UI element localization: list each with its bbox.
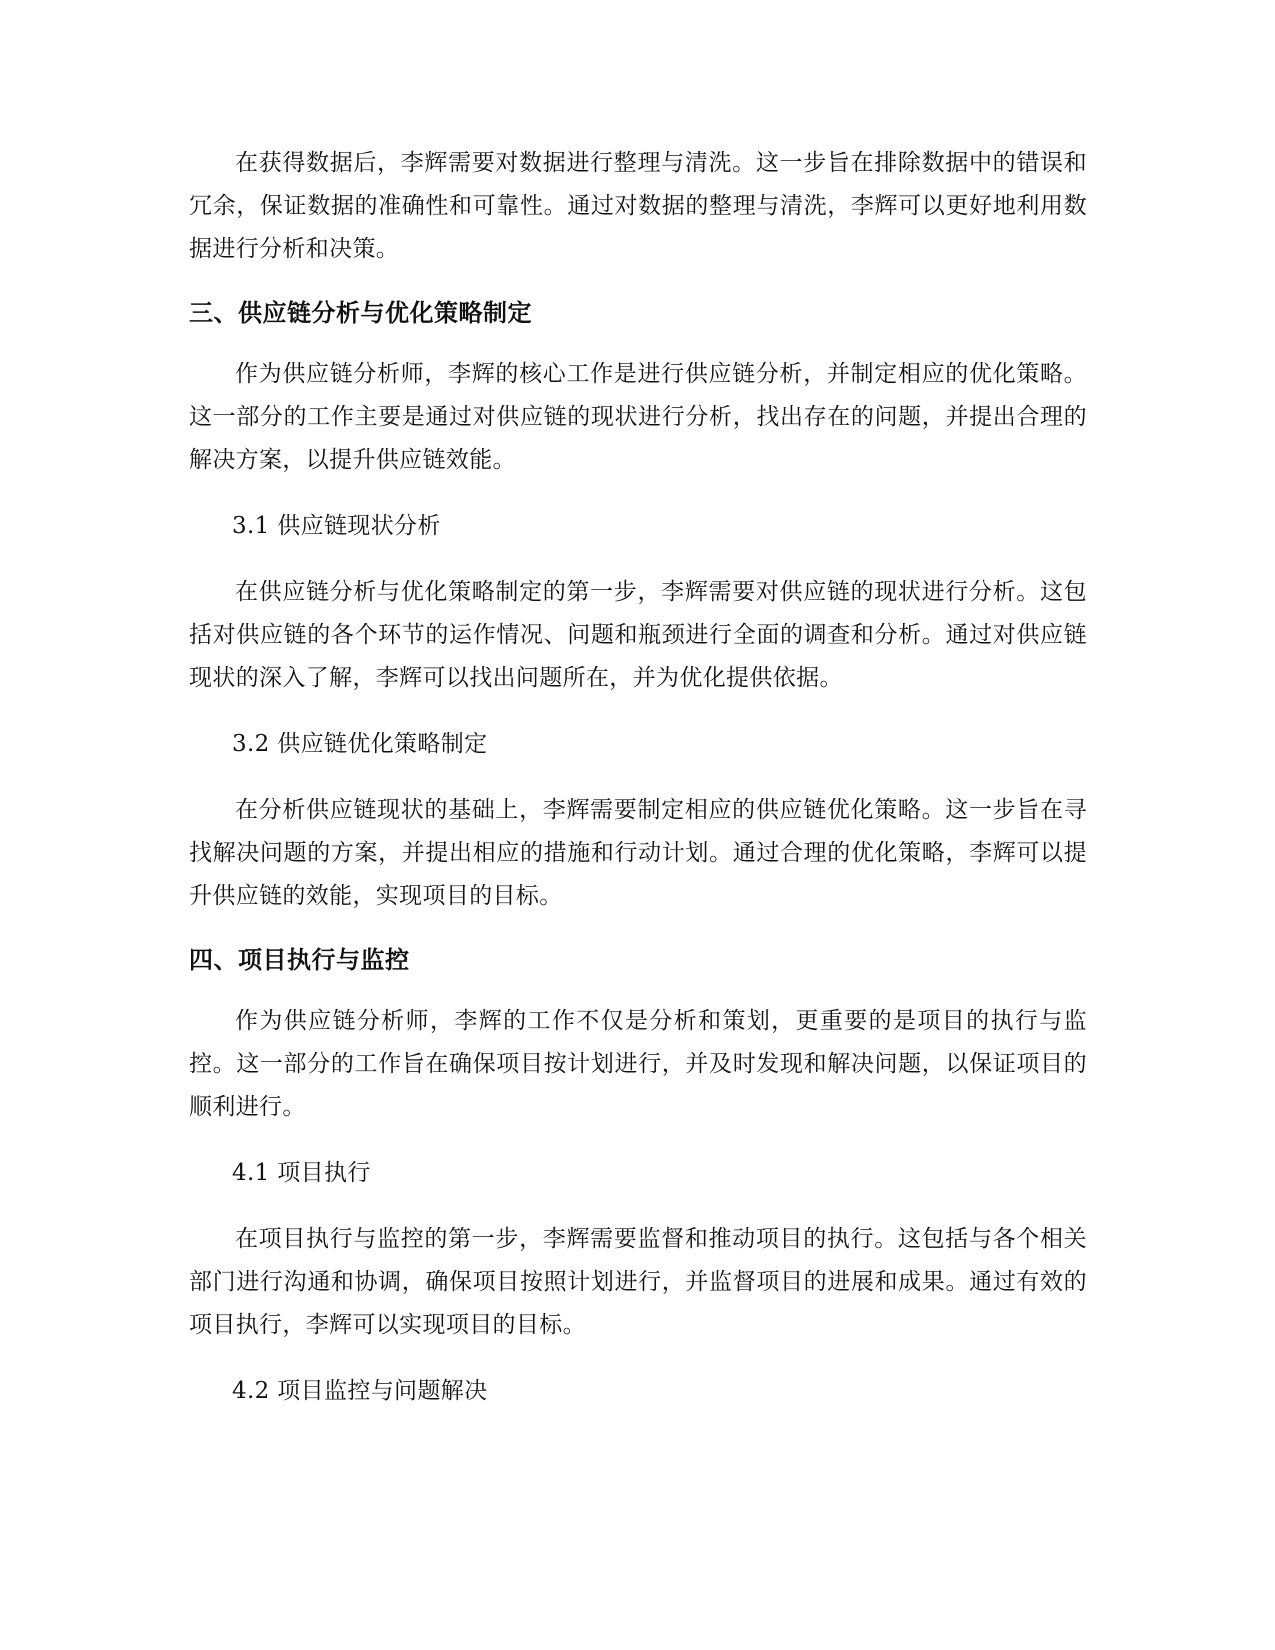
paragraph-project-execution: 在项目执行与监控的第一步，李辉需要监督和推动项目的执行。这包括与各个相关部门进行沟通和协调，确保项目按照计划进行，并监督项目的进展和成果。通过有效的项目执行，李辉可以实现项目的目标。 [189, 1226, 1087, 1338]
paragraph-optimization-strategy: 在分析供应链现状的基础上，李辉需要制定相应的供应链优化策略。这一步旨在寻找解决问题的方案，并提出相应的措施和行动计划。通过合理的优化策略，李辉可以提升供应链的效能，实现项目的目标。 [189, 797, 1087, 909]
subsection-heading-4-1: 4.1 项目执行 [232, 1160, 371, 1186]
section-heading-3: 三、供应链分析与优化策略制定 [189, 299, 532, 327]
subsection-heading-3-1: 3.1 供应链现状分析 [232, 513, 441, 539]
document-body [189, 142, 1087, 1436]
subsection-heading-3-2: 3.2 供应链优化策略制定 [232, 731, 488, 757]
paragraph-data-cleaning: 在获得数据后，李辉需要对数据进行整理与清洗。这一步旨在排除数据中的错误和冗余，保证数据的准确性和可靠性。通过对数据的整理与清洗，李辉可以更好地利用数据进行分析和决策。 [189, 150, 1087, 262]
section-heading-4: 四、项目执行与监控 [189, 946, 410, 974]
paragraph-execution-intro: 作为供应链分析师，李辉的工作不仅是分析和策划，更重要的是项目的执行与监控。这一部分的工作旨在确保项目按计划进行，并及时发现和解决问题，以保证项目的顺利进行。 [189, 1008, 1087, 1120]
paragraph-status-analysis: 在供应链分析与优化策略制定的第一步，李辉需要对供应链的现状进行分析。这包括对供应链的各个环节的运作情况、问题和瓶颈进行全面的调查和分析。通过对供应链现状的深入了解，李辉可以找出问题所在，并为优化提供依据。 [189, 579, 1087, 691]
paragraph-supply-chain-intro: 作为供应链分析师，李辉的核心工作是进行供应链分析，并制定相应的优化策略。这一部分的工作主要是通过对供应链的现状进行分析，找出存在的问题，并提出合理的解决方案，以提升供应链效能。 [189, 361, 1087, 473]
subsection-heading-4-2: 4.2 项目监控与问题解决 [232, 1378, 488, 1404]
